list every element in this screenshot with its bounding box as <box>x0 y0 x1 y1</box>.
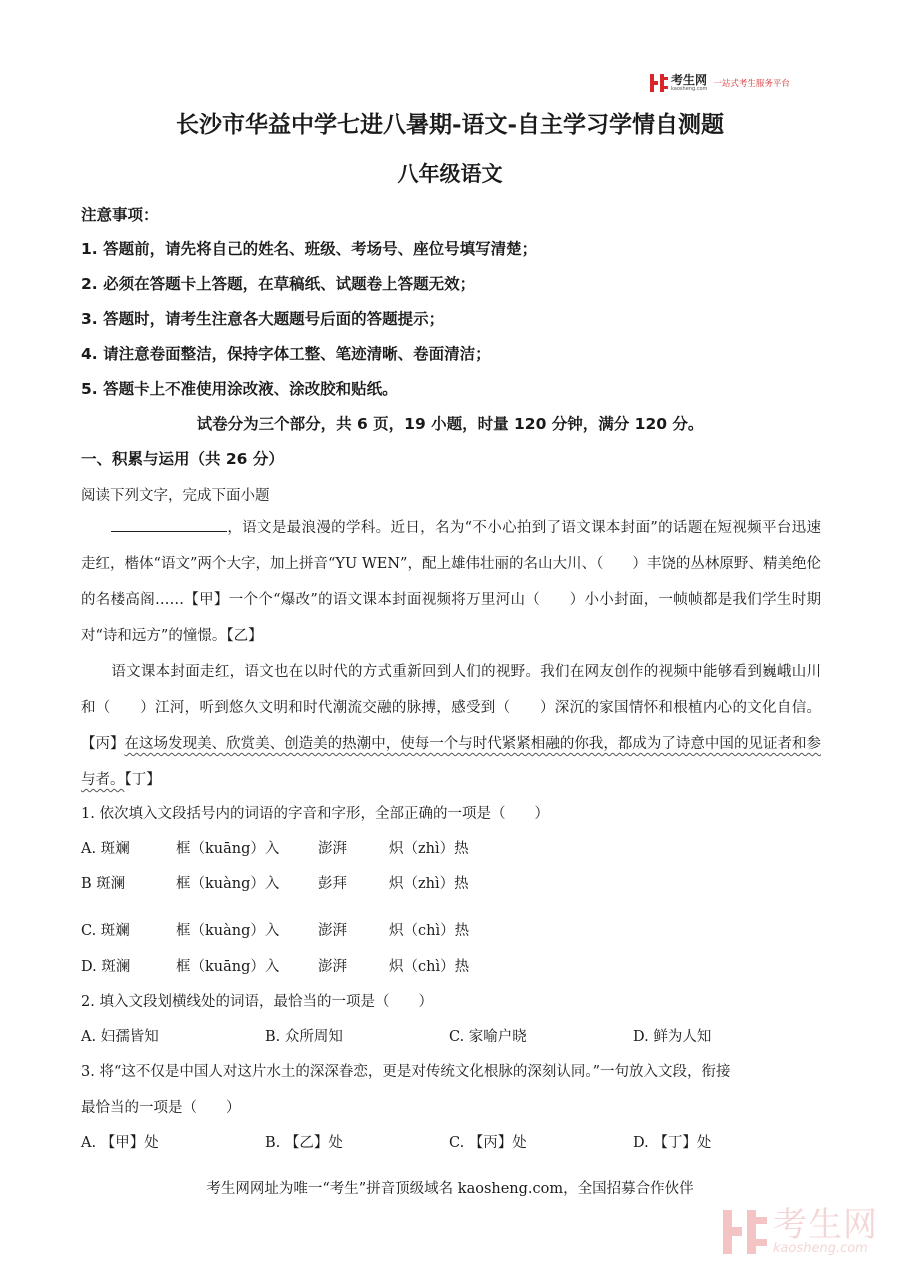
logo-name: 考生网 <box>671 73 708 87</box>
notice-item: 5. 答题卡上不准使用涂改液、涂改胶和贴纸。 <box>81 380 398 398</box>
brand-logo <box>650 72 790 94</box>
wavy-underlined-sentence: 在这场发现美、欣赏美、创造美的热潮中，使每一个与时代紧紧相融的你我，都成为了诗意中国的见证者和参与者。 <box>81 736 821 788</box>
q1-option-d: D. 斑澜 <box>81 959 131 975</box>
q2-option-c: C. 家喻户晓 <box>449 1029 527 1045</box>
passage-paragraph-1: ，语文是最浪漫的学科。近日，名为“不小心拍到了语文课本封面”的话题在短视频平台迅速走红，楷体“语文”两个大字，加上拼音“YU WEN”，配上雄伟壮丽的名山大川、（ ）丰饶的丛林原野、精美绝伦的名楼高阁……【甲】一个个“爆改”的语文课本封面视频将万里河山（ ）小小封面，一帧帧都是我们学生时期对“诗和远方”的憧憬。【乙】 <box>81 510 821 654</box>
question-1-stem: 1. 依次填入文段括号内的词语的字音和字形，全部正确的一项是（ ） <box>81 806 549 822</box>
q1-option-b-part: 框（kuàng）入 <box>176 876 280 892</box>
notice-item: 4. 请注意卷面整洁，保持字体工整、笔迹清晰、卷面清洁； <box>81 345 491 363</box>
notice-item: 2. 必须在答题卡上答题，在草稿纸、试题卷上答题无效； <box>81 275 476 293</box>
q1-option-b-part: 彭拜 <box>318 876 347 892</box>
q2-option-a: A. 妇孺皆知 <box>81 1029 159 1045</box>
kaosheng-watermark-icon <box>723 1210 767 1254</box>
section-heading: 一、积累与运用（共 26 分） <box>81 450 284 468</box>
q3-option-a: A. 【甲】处 <box>81 1135 159 1151</box>
question-3-stem: 3. 将“这不仅是中国人对这片水土的深深眷恋，更是对传统文化根脉的深刻认同。”一句放入文段，衔接 <box>81 1064 731 1080</box>
question-3-stem-line2: 最恰当的一项是（ ） <box>81 1100 241 1116</box>
q1-option-a-part: 澎湃 <box>318 841 347 857</box>
q1-option-a-part: 炽（zhì）热 <box>389 841 469 857</box>
question-2-stem: 2. 填入文段划横线处的词语，最恰当的一项是（ ） <box>81 994 433 1010</box>
watermark <box>723 1205 878 1256</box>
q1-option-a-part: 框（kuāng）入 <box>176 841 280 857</box>
q1-option-b: B 斑澜 <box>81 876 126 892</box>
q1-option-c-part: 炽（chì）热 <box>389 923 470 939</box>
watermark-name: 考生网 <box>773 1205 878 1245</box>
answer-blank <box>111 517 227 532</box>
q1-option-a: A. 斑斓 <box>81 841 130 857</box>
notice-item: 1. 答题前，请先将自己的姓名、班级、考场号、座位号填写清楚； <box>81 240 538 258</box>
page-footer: 考生网网址为唯一“考生”拼音顶级域名 kaosheng.com，全国招募合作伙伴 <box>206 1181 694 1197</box>
q3-option-d: D. 【丁】处 <box>633 1135 712 1151</box>
q1-option-d-part: 澎湃 <box>318 959 347 975</box>
exam-summary: 试卷分为三个部分，共 6 页，19 小题，时量 120 分钟，满分 120 分。 <box>196 415 704 433</box>
kaosheng-logo-icon <box>650 74 668 92</box>
notice-item: 3. 答题时，请考生注意各大题题号后面的答题提示； <box>81 310 445 328</box>
q2-option-b: B. 众所周知 <box>265 1029 343 1045</box>
q3-option-c: C. 【丙】处 <box>449 1135 527 1151</box>
q1-option-d-part: 框（kuāng）入 <box>176 959 280 975</box>
logo-slogan: 一站式考生服务平台 <box>713 79 790 89</box>
q1-option-c: C. 斑斓 <box>81 923 130 939</box>
passage-paragraph-2: 语文课本封面走红，语文也在以时代的方式重新回到人们的视野。我们在网友创作的视频中能够看到巍峨山川和（ ）江河，听到悠久文明和时代潮流交融的脉搏，感受到（ ）深沉的家国情怀和根植内心的文化自信。【丙】在这场发现美、欣赏美、创造美的热潮中，使每一个与时代紧紧相融的你我，都成为了诗意中国的见证者和参与者。【丁】 <box>81 664 821 788</box>
watermark-url: kaosheng.com <box>773 1241 868 1256</box>
page-subtitle: 八年级语文 <box>397 161 503 186</box>
q1-option-d-part: 炽（chì）热 <box>389 959 470 975</box>
page-title: 长沙市华益中学七进八暑期-语文-自主学习学情自测题 <box>175 111 725 138</box>
q1-option-b-part: 炽（zhì）热 <box>389 876 469 892</box>
q2-option-d: D. 鲜为人知 <box>633 1029 712 1045</box>
q3-option-b: B. 【乙】处 <box>265 1135 343 1151</box>
reading-instruction: 阅读下列文字，完成下面小题 <box>81 488 270 504</box>
q1-option-c-part: 框（kuàng）入 <box>176 923 280 939</box>
q1-option-c-part: 澎湃 <box>318 923 347 939</box>
notice-heading: 注意事项： <box>81 206 159 224</box>
logo-url: kaosheng.com <box>671 86 708 92</box>
